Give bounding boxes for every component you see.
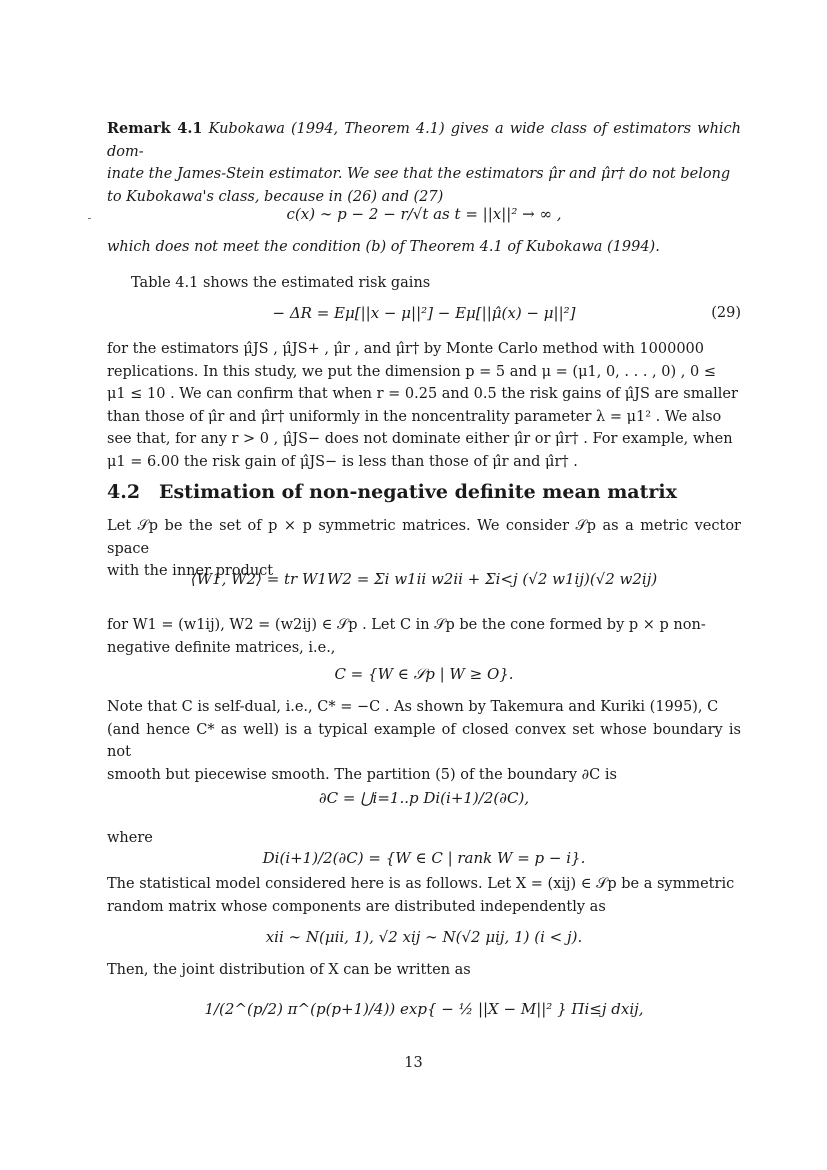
remark-paragraph bbox=[107, 118, 741, 208]
body-p4-line-2: random matrix whose components are distributed independently as bbox=[107, 898, 606, 915]
margin-mark bbox=[88, 218, 91, 219]
body-p1-line-2: with the inner product bbox=[107, 563, 274, 579]
where-text: where bbox=[107, 830, 153, 846]
table-para-line-2: replications. In this study, we put the dimension p = 5 and μ = (μ1, 0, . . . , 0) , 0 ≤ bbox=[107, 363, 716, 380]
section-number: 4.2 bbox=[107, 481, 141, 503]
body-p4-line-1: The statistical model considered here is as follows. Let X = (xij) ∈ 𝒮p be a symmetric bbox=[107, 876, 735, 892]
partition-equation: ∂C = ⋃i=1..p Di(i+1)/2(∂C), bbox=[318, 789, 530, 807]
remark-conclusion: which does not meet the condition (b) of Theorem 4.1 of Kubokawa (1994). bbox=[107, 239, 660, 255]
body-paragraph-5: Then, the joint distribution of X can be written as bbox=[107, 962, 471, 978]
distribution-equation: xii ∼ N(μii, 1), √2 xij ∼ N(√2 μij, 1) (i < j). bbox=[265, 928, 583, 946]
section-title: Estimation of non-negative definite mean matrix bbox=[159, 481, 677, 503]
remark-label: Remark 4.1 bbox=[107, 120, 203, 137]
inner-product-equation: ⟨W1, W2⟩ = tr W1W2 = Σi w1ii w2ii + Σi<j (√2 w1ij)(√2 w2ij) bbox=[190, 570, 658, 588]
body-p2-line-2: negative definite matrices, i.e., bbox=[107, 639, 336, 656]
equation-number: (29) bbox=[711, 305, 741, 321]
body-paragraph-2 bbox=[107, 614, 741, 659]
body-p3-line-3: smooth but piecewise smooth. The partition (5) of the boundary ∂C is bbox=[107, 766, 617, 783]
body-p1-line-1: Let 𝒮p be the set of p × p symmetric matrices. We consider 𝒮p as a metric vector space bbox=[107, 518, 741, 557]
joint-distribution-equation: 1/(2^(p/2) π^(p(p+1)/4)) exp{ − ½ ||X − M||² } Πi≤j dxij, bbox=[204, 1000, 644, 1018]
table-para-line-3: μ1 ≤ 10 . We can confirm that when r = 0.25 and 0.5 the risk gains of μ̂JS are smaller bbox=[107, 386, 738, 402]
boundary-component-equation: Di(i+1)/2(∂C) = {W ∈ C | rank W = p − i}. bbox=[262, 849, 586, 867]
remark-equation: c(x) ∼ p − 2 − r/√t as t = ||x||² → ∞ , bbox=[286, 205, 562, 223]
table-paragraph bbox=[107, 338, 741, 473]
table-para-line-6: μ1 = 6.00 the risk gain of μ̂JS− is less than those of μ̂r and μ̂r† . bbox=[107, 453, 578, 470]
body-p2-line-1: for W1 = (w1ij), W2 = (w2ij) ∈ 𝒮p . Let C in 𝒮p be the cone formed by p × p non- bbox=[107, 617, 706, 633]
remark-text-line-2: inate the James-Stein estimator. We see that the estimators μ̂r and μ̂r† do not belong bbox=[107, 166, 731, 182]
table-para-line-5: see that, for any r > 0 , μ̂JS− does not dominate either μ̂r or μ̂r† . For example, when bbox=[107, 431, 733, 447]
risk-gain-equation-row bbox=[107, 302, 741, 325]
table-para-line-4: than those of μ̂r and μ̂r† uniformly in the noncentrality parameter λ = μ1² . We also bbox=[107, 408, 722, 425]
page-number: 13 bbox=[404, 1055, 423, 1071]
remark-text-line-1: Kubokawa (1994, Theorem 4.1) gives a wide class of estimators which dom- bbox=[107, 121, 742, 160]
table-intro: Table 4.1 shows the estimated risk gains bbox=[131, 275, 431, 291]
cone-equation: C = {W ∈ 𝒮p | W ≥ O}. bbox=[334, 665, 514, 683]
body-p3-line-2: (and hence C* as well) is a typical example of closed convex set whose boundary is not bbox=[107, 721, 741, 760]
section-heading bbox=[107, 481, 677, 504]
table-para-line-1: for the estimators μ̂JS , μ̂JS+ , μ̂r , and μ̂r† by Monte Carlo method with 1000000 bbox=[107, 341, 705, 357]
remark-text-line-3: to Kubokawa's class, because in (26) and (27) bbox=[107, 188, 444, 205]
body-paragraph-4 bbox=[107, 873, 741, 918]
risk-gain-equation: − ΔR = Eμ[||x − μ||²] − Eμ[||μ̂(x) − μ||²] bbox=[272, 304, 576, 322]
body-p3-line-1: Note that C is self-dual, i.e., C* = −C . As shown by Takemura and Kuriki (1995), C bbox=[107, 699, 719, 715]
body-paragraph-3 bbox=[107, 696, 741, 786]
